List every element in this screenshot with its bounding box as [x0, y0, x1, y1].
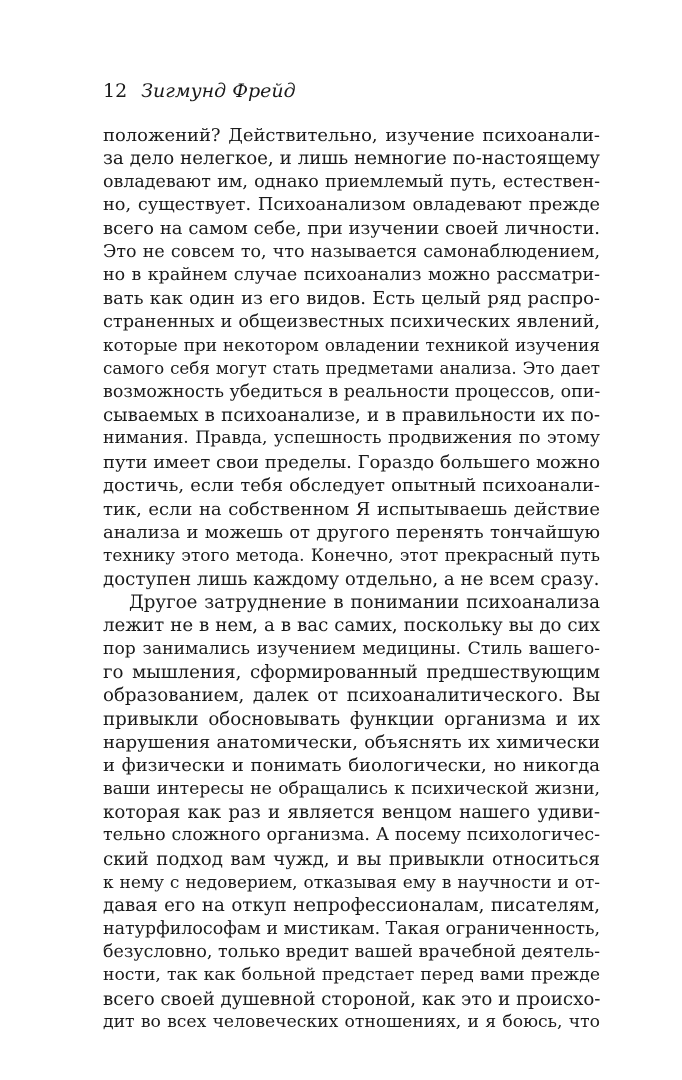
text-line: овладевают им, однако приемлемый путь, естествен- — [103, 171, 600, 192]
text-line: но в крайнем случае психоанализ можно рассматри- — [103, 265, 600, 286]
text-line: го мышления, сформированный предшествующим — [103, 661, 600, 683]
text-line: ности, так как больной предстает перед вами прежде — [103, 965, 600, 986]
text-line: пор занимались изучением медицины. Стиль вашего- — [103, 638, 600, 659]
text-line: нарушения анатомически, объяснять их химически — [103, 731, 600, 753]
body-text — [103, 124, 600, 1034]
text-line: давая его на откуп непрофессионалам, писателям, — [103, 895, 600, 917]
text-line: технику этого метода. Конечно, этот прекрасный путь — [103, 545, 600, 566]
text-line: тельно сложного организма. А посему психологичес- — [103, 825, 600, 846]
text-line: страненных и общеизвестных психических явлений, — [103, 311, 600, 332]
text-line: но, существует. Психоанализом овладевают прежде — [103, 195, 600, 216]
text-line: дит во всех человеческих отношениях, и я боюсь, что — [103, 1012, 600, 1033]
running-head — [103, 80, 296, 102]
text-line: которые при некотором овладении техникой изучения — [103, 335, 600, 356]
text-line: нимания. Правда, успешность продвижения по этому — [103, 428, 600, 449]
text-line: положений? Действительно, изучение психоанали- — [103, 125, 600, 146]
text-line: всего на самом себе, при изучении своей личности. — [103, 218, 600, 240]
running-head-title: Зигмунд Фрейд — [141, 80, 296, 102]
text-line: вать как один из его видов. Есть целый ряд распро- — [103, 288, 600, 310]
text-line: ский подход вам чужд, и вы привыкли относиться — [103, 848, 600, 870]
paragraph-2 — [103, 591, 600, 1035]
text-line: самого себя могут стать предметами анализа. Это дает — [103, 358, 600, 379]
text-line: ваши интересы не обращались к психической жизни, — [103, 778, 600, 799]
text-line: образованием, далек от психоаналитического. Вы — [103, 685, 600, 707]
text-line: которая как раз и является венцом нашего удиви- — [103, 801, 600, 823]
text-line: привыкли обосновывать функции организма и их — [103, 708, 600, 730]
text-line: Это не совсем то, что называется самонаблюдением, — [103, 241, 600, 262]
text-line: лежит не в нем, а в вас самих, поскольку вы до сих — [103, 615, 600, 637]
text-line: возможность убедиться в реальности процессов, опи- — [103, 381, 600, 402]
text-line: достичь, если тебя обследует опытный психоанали- — [103, 475, 600, 497]
paragraph-1 — [103, 124, 600, 591]
text-line: сываемых в психоанализе, и в правильности их по- — [103, 405, 600, 427]
text-line: за дело нелегкое, и лишь немногие по-настоящему — [103, 148, 600, 170]
text-line: Другое затруднение в понимании психоанализа — [129, 591, 600, 613]
text-line: всего своей душевной стороной, как это и происхо- — [103, 988, 600, 1010]
page-number: 12 — [103, 80, 128, 102]
text-line: анализа и можешь от другого перенять тончайшую — [103, 521, 600, 543]
text-line: натурфилософам и мистикам. Такая ограниченность, — [103, 918, 600, 939]
text-line: и физически и понимать биологически, но никогда — [103, 755, 600, 777]
text-line: тик, если на собственном Я испытываешь действие — [103, 498, 600, 520]
text-line: безусловно, только вредит вашей врачебной деятель- — [103, 942, 600, 963]
text-line: пути имеет свои пределы. Гораздо большего можно — [103, 451, 600, 473]
text-line: к нему с недоверием, отказывая ему в научности и от- — [103, 872, 600, 892]
text-line: доступен лишь каждому отдельно, а не всем сразу. — [103, 568, 600, 590]
